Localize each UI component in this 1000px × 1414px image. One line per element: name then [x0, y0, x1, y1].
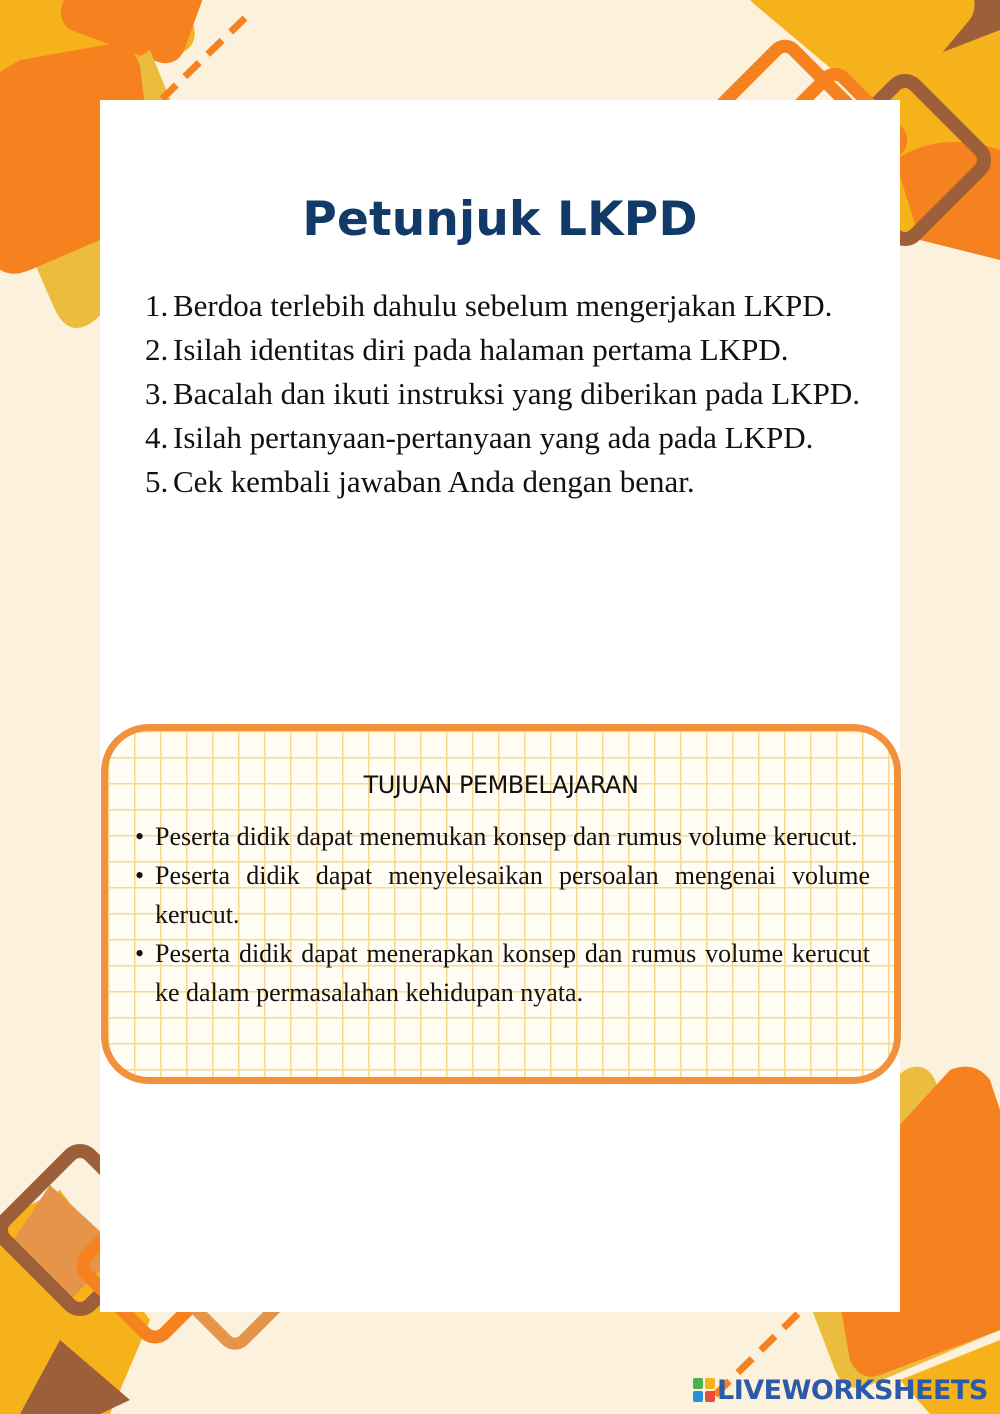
instruction-number: 4. [145, 420, 169, 455]
instruction-item [145, 460, 880, 504]
liveworksheets-logo-icon [693, 1378, 715, 1402]
learning-goals-panel [101, 724, 901, 1084]
instruction-item [145, 284, 880, 328]
instruction-item [145, 328, 880, 372]
instruction-number: 5. [145, 464, 169, 499]
learning-goals-list [130, 817, 870, 1012]
bullet-icon: • [135, 861, 145, 890]
learning-goal-item [130, 934, 870, 1012]
bullet-icon: • [135, 822, 145, 851]
bullet-icon: • [135, 939, 145, 968]
learning-goal-item [130, 817, 870, 856]
learning-goals-title: TUJUAN PEMBELAJARAN [363, 771, 639, 799]
instruction-text: Isilah identitas diri pada halaman pertama LKPD. [173, 332, 789, 367]
content-sheet [100, 100, 900, 1312]
instruction-text: Berdoa terlebih dahulu sebelum mengerjakan LKPD. [173, 288, 833, 323]
instruction-item [145, 372, 880, 416]
instruction-number: 3. [145, 376, 169, 411]
learning-goal-text: Peserta didik dapat menerapkan konsep dan rumus volume kerucut ke dalam permasalahan kehidupan nyata. [155, 939, 870, 1007]
liveworksheets-logo [693, 1373, 988, 1407]
learning-goal-item [130, 856, 870, 934]
instruction-item [145, 416, 880, 460]
instruction-text: Bacalah dan ikuti instruksi yang diberikan pada LKPD. [173, 376, 861, 411]
page-title: Petunjuk LKPD [302, 192, 698, 247]
learning-goal-text: Peserta didik dapat menemukan konsep dan rumus volume kerucut. [155, 822, 858, 851]
instruction-text: Cek kembali jawaban Anda dengan benar. [173, 464, 695, 499]
instruction-number: 1. [145, 288, 169, 323]
instruction-list [145, 284, 880, 504]
instruction-text: Isilah pertanyaan-pertanyaan yang ada pada LKPD. [173, 420, 814, 455]
liveworksheets-logo-text: LIVEWORKSHEETS [717, 1374, 988, 1406]
learning-goal-text: Peserta didik dapat menyelesaikan persoalan mengenai volume kerucut. [155, 861, 870, 929]
instruction-number: 2. [145, 332, 169, 367]
